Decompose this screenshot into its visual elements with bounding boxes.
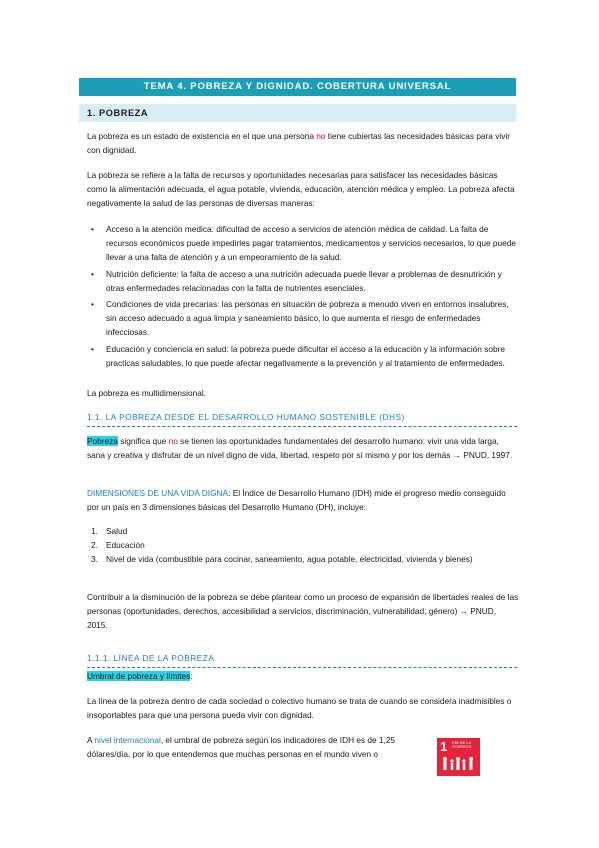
text: La pobreza es un estado de existencia en el que una persona bbox=[87, 131, 317, 141]
list-item bbox=[91, 297, 518, 340]
section-heading-linea-pobreza: 1.1.1. LÍNEA DE LA POBREZA bbox=[87, 651, 517, 668]
emphasis-no: no bbox=[316, 131, 326, 141]
list-item-text: Nivel de vida (combustible para cocinar, saneamiento, agua potable, electricidad, vivienda y bienes) bbox=[106, 554, 473, 565]
family-icon bbox=[441, 756, 476, 772]
dimensiones-label: DIMENSIONES DE UNA VIDA DIGNA bbox=[87, 488, 229, 498]
paragraph-contribuir: Contribuir a la disminución de la pobreza se debe plantear como un proceso de expansión de libertades reales de las personas (oportunidades, derechos, accesibilidad a servicios, discriminación, vulnerabilidad, género) → PNUD, 2015. bbox=[87, 592, 519, 631]
bullet-icon: • bbox=[91, 224, 94, 234]
list-number: 2. bbox=[91, 540, 98, 551]
text: significa que bbox=[117, 436, 169, 446]
highlighted-term: Pobreza bbox=[87, 436, 118, 446]
highlighted-term: Umbral de pobreza y límites bbox=[87, 671, 191, 681]
list-item-text: Condiciones de vida precarias: las personas en situación de pobreza a menudo viven en entornos insalubres, sin acceso adecuado a agua limpia y saneamiento básico, lo que aumenta el riesgo de enfermedades infecciosas. bbox=[106, 299, 509, 338]
text: : bbox=[190, 671, 193, 681]
list-item bbox=[91, 267, 518, 295]
list-number: 1. bbox=[91, 526, 98, 536]
text: A bbox=[87, 735, 95, 745]
list-item bbox=[91, 222, 518, 265]
sdg-label: FIN DE LA POBREZA bbox=[452, 740, 472, 749]
numbered-list-dimensions bbox=[91, 524, 518, 567]
emphasis-no: no bbox=[168, 436, 178, 446]
list-item bbox=[91, 552, 518, 566]
list-number: 3. bbox=[91, 554, 98, 565]
list-item bbox=[91, 538, 518, 552]
text: tiene cubiertas las necesidades básicas para vivir con dignidad. bbox=[87, 131, 510, 156]
paragraph-nivel-internacional bbox=[87, 733, 432, 761]
nivel-internacional-link[interactable]: nivel internacional bbox=[94, 735, 161, 745]
list-item-text: Salud bbox=[106, 526, 128, 536]
text: : El Índice de Desarrollo Humano (IDH) mide el progreso medio conseguido por un país en 3 dimensiones básicas del Desarrollo Humano (DH), incluye: bbox=[87, 488, 506, 513]
list-item-text: Acceso a la atención medica: dificultad de acceso a servicios de atención médica de calidad. La falta de recursos económicos puede impedirles pagar tratamientos, medicamentos y servicios necesarios, lo que puede llevar a una falta de atención y a un empeoramiento de la salud. bbox=[106, 224, 516, 263]
bullet-icon: • bbox=[91, 343, 94, 354]
paragraph-dimensiones bbox=[87, 486, 519, 514]
paragraph-linea: La línea de la pobreza dentro de cada sociedad o colectivo humano se trata de cuando se considera inadmisibles o insoportables para que una persona pueda vivir con dignidad. bbox=[87, 696, 512, 721]
paragraph-pobreza-dhs bbox=[87, 434, 519, 462]
document-title: TEMA 4. POBREZA Y DIGNIDAD. COBERTURA UNIVERSAL bbox=[79, 78, 516, 96]
list-item-text: Educación y conciencia en salud: la pobreza puede dificultar el acceso a la educación y la información sobre practicas saludables, lo que puede afectar negativamente a la prevención y al tratamiento de enfermedades. bbox=[106, 343, 505, 368]
bullet-icon: • bbox=[91, 299, 94, 310]
paragraph-recursos: La pobreza se refiere a la falta de recursos y oportunidades necesarias para satisfacer las necesidades básicas como la alimentación adecuada, el agua potable, vivienda, educación, atención médica y empleo. La pobreza afecta negativamente la salud de las personas de diversas maneras: bbox=[87, 170, 515, 209]
list-item bbox=[91, 342, 518, 370]
list-item-text: Nutrición deficiente: la falta de acceso a una nutrición adecuada puede llevar a problemas de desnutrición y otras enfermedades relacionadas con la falta de nutrientes esenciales. bbox=[106, 268, 502, 293]
list-item-text: Educación bbox=[106, 540, 145, 551]
section-heading-dhs: 1.1. LA POBREZA DESDE EL DESARROLLO HUMANO SOSTENIBLE (DHS) bbox=[87, 410, 517, 427]
text: , el umbral de pobreza según los indicadores de IDH es de 1,25 dólares/día, por lo que entendemos que muchas personas en el mundo viven o bbox=[87, 735, 396, 760]
paragraph-multidimensional: La pobreza es multidimensional. bbox=[87, 388, 206, 398]
text: se tienen las oportunidades fundamentales del desarrollo humano: vivir una vida larga, sana y creativa y disfrutar de un nivel digno de vida, libertad, respeto por sí mismo y por los demás → PNUD, 1997. bbox=[87, 436, 513, 461]
paragraph-definition bbox=[87, 129, 519, 157]
sdg-1-badge bbox=[437, 738, 480, 776]
sdg-number: 1 bbox=[440, 739, 448, 754]
bullet-icon: • bbox=[91, 268, 94, 279]
bullet-list-health-effects bbox=[91, 222, 518, 372]
section-heading-pobreza: 1. POBREZA bbox=[79, 104, 516, 122]
list-item bbox=[91, 524, 518, 538]
umbral-heading bbox=[87, 669, 519, 683]
